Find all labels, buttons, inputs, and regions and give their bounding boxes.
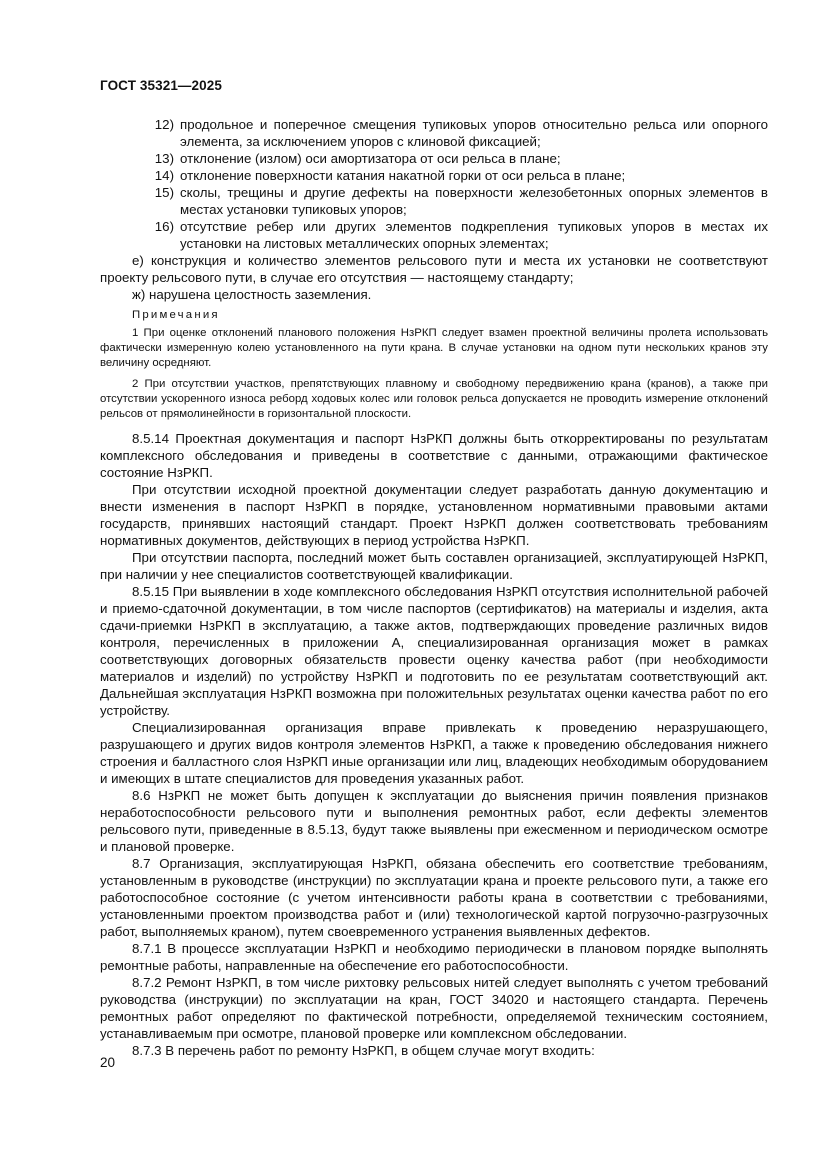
paragraph-8-7: 8.7 Организация, эксплуатирующая НзРКП, обязана обеспечить его соответствие требованиям, установленным в руководстве (инструкции) по эксплуатации крана и проекте рельсового пути, а также его работоспособное состояние (с учетом интенсивности работы крана в соответствии с требованиями, установленными проектом производства работ и (или) технологической картой погрузочно-разгрузочных работ, выполняемых краном), путем своевременного устранения выявленных дефектов.	[100, 856, 768, 939]
list-item	[100, 184, 768, 218]
paragraph-8-6: 8.6 НзРКП не может быть допущен к эксплуатации до выяснения причин появления признаков неработоспособности рельсового пути и выполнения ремонтных работ, если дефекты элементов рельсового пути, приведенные в 8.5.13, будут также выявлены при ежесменном и периодическом осмотре и плановой проверке.	[100, 788, 768, 854]
paragraph: При отсутствии паспорта, последний может быть составлен организацией, эксплуатирующей НзРКП, при наличии у нее специалистов соответствующей квалификации.	[100, 550, 768, 582]
letter-item-e: е) конструкция и количество элементов рельсового пути и места их установки не соответствуют проекту рельсового пути, в случае его отсутствия — настоящему стандарту;	[100, 253, 768, 285]
list-item	[100, 218, 768, 252]
item-text: сколы, трещины и другие дефекты на поверхности железобетонных опорных элементов в местах установки тупиковых упоров;	[180, 185, 768, 217]
numbered-list	[100, 116, 768, 252]
document-body	[100, 116, 768, 1059]
list-item	[100, 167, 768, 184]
note-item: 2 При отсутствии участков, препятствующих плавному и свободному передвижению крана (кранов), а также при отсутствии ускоренного износа реборд ходовых колес или головок рельса допускается не проводить измерение отклонений рельсов от прямолинейности в горизонтальной плоскости.	[100, 378, 768, 420]
list-item	[100, 116, 768, 150]
page-number: 20	[100, 1055, 116, 1070]
item-number: 14)	[154, 168, 174, 183]
item-text: продольное и поперечное смещения тупиковых упоров относительно рельса или опорного элемента, за исключением упоров с клиновой фиксацией;	[180, 117, 768, 149]
paragraph: При отсутствии исходной проектной документации следует разработать данную документацию и внести изменения в паспорт НзРКП в порядке, установленном нормативными правовыми актами государств, принявших настоящий стандарт. Проект НзРКП должен соответствовать требованиям нормативных документов, действующих в период устройства НзРКП.	[100, 482, 768, 548]
paragraph-8-7-1: 8.7.1 В процессе эксплуатации НзРКП и необходимо периодически в плановом порядке выполнять ремонтные работы, направленные на обеспечение его работоспособности.	[100, 941, 768, 973]
letter-item-zh: ж) нарушена целостность заземления.	[132, 287, 372, 302]
paragraph-8-7-3: 8.7.3 В перечень работ по ремонту НзРКП, в общем случае могут входить:	[132, 1043, 595, 1058]
item-number: 16)	[154, 219, 174, 234]
list-item	[100, 150, 768, 167]
paragraph-8-5-14: 8.5.14 Проектная документация и паспорт НзРКП должны быть откорректированы по результатам комплексного обследования и приведены в соответствие с данными, отражающими фактическое состояние НзРКП.	[100, 431, 768, 480]
notes-title: Примечания	[132, 309, 220, 321]
item-text: отсутствие ребер или других элементов подкрепления тупиковых упоров в местах их установки на листовых металлических опорных элементах;	[180, 219, 768, 251]
paragraph-8-5-15: 8.5.15 При выявлении в ходе комплексного обследования НзРКП отсутствия исполнительной рабочей и приемо-сдаточной документации, в том числе паспортов (сертификатов) на материалы и изделия, акта сдачи-приемки НзРКП в эксплуатацию, а также актов, подтверждающих проведение различных видов контроля, перечисленных в приложении А, специализированная организация может в рамках соответствующих договорных обязательств провести оценку качества работ (при необходимости материалов и изделий) по устройству НзРКП и подготовить по ее результатам соответствующий акт. Дальнейшая эксплуатация НзРКП возможна при положительных результатах оценки качества работ по его устройству.	[100, 584, 768, 718]
item-number: 12)	[154, 117, 174, 132]
note-item: 1 При оценке отклонений планового положения НзРКП следует взамен проектной величины пролета использовать фактически измеренную колею установленного на пути крана. В случае установки на одном пути нескольких кранов эту величину осредняют.	[100, 327, 768, 369]
item-number: 15)	[154, 185, 174, 200]
item-number: 13)	[154, 151, 174, 166]
document-header: ГОСТ 35321—2025	[100, 78, 222, 93]
item-text: отклонение поверхности катания накатной горки от оси рельса в плане;	[180, 168, 626, 183]
paragraph-8-7-2: 8.7.2 Ремонт НзРКП, в том числе рихтовку рельсовых нитей следует выполнять с учетом требований руководства (инструкции) по эксплуатации на кран, ГОСТ 34020 и настоящего стандарта. Перечень ремонтных работ определяют по фактической потребности, определяемой техническим состоянием, устанавливаемым при осмотре, плановой проверке или комплексном обследовании.	[100, 975, 768, 1041]
notes-block	[100, 308, 768, 422]
item-text: отклонение (излом) оси амортизатора от оси рельса в плане;	[180, 151, 561, 166]
paragraph: Специализированная организация вправе привлекать к проведению неразрушающего, разрушающего и других видов контроля элементов НзРКП, а также к проведению обследования нижнего строения и балластного слоя НзРКП иные организации или лиц, владеющих необходимым оборудованием и имеющих в штате специалистов для проведения указанных работ.	[100, 720, 768, 786]
